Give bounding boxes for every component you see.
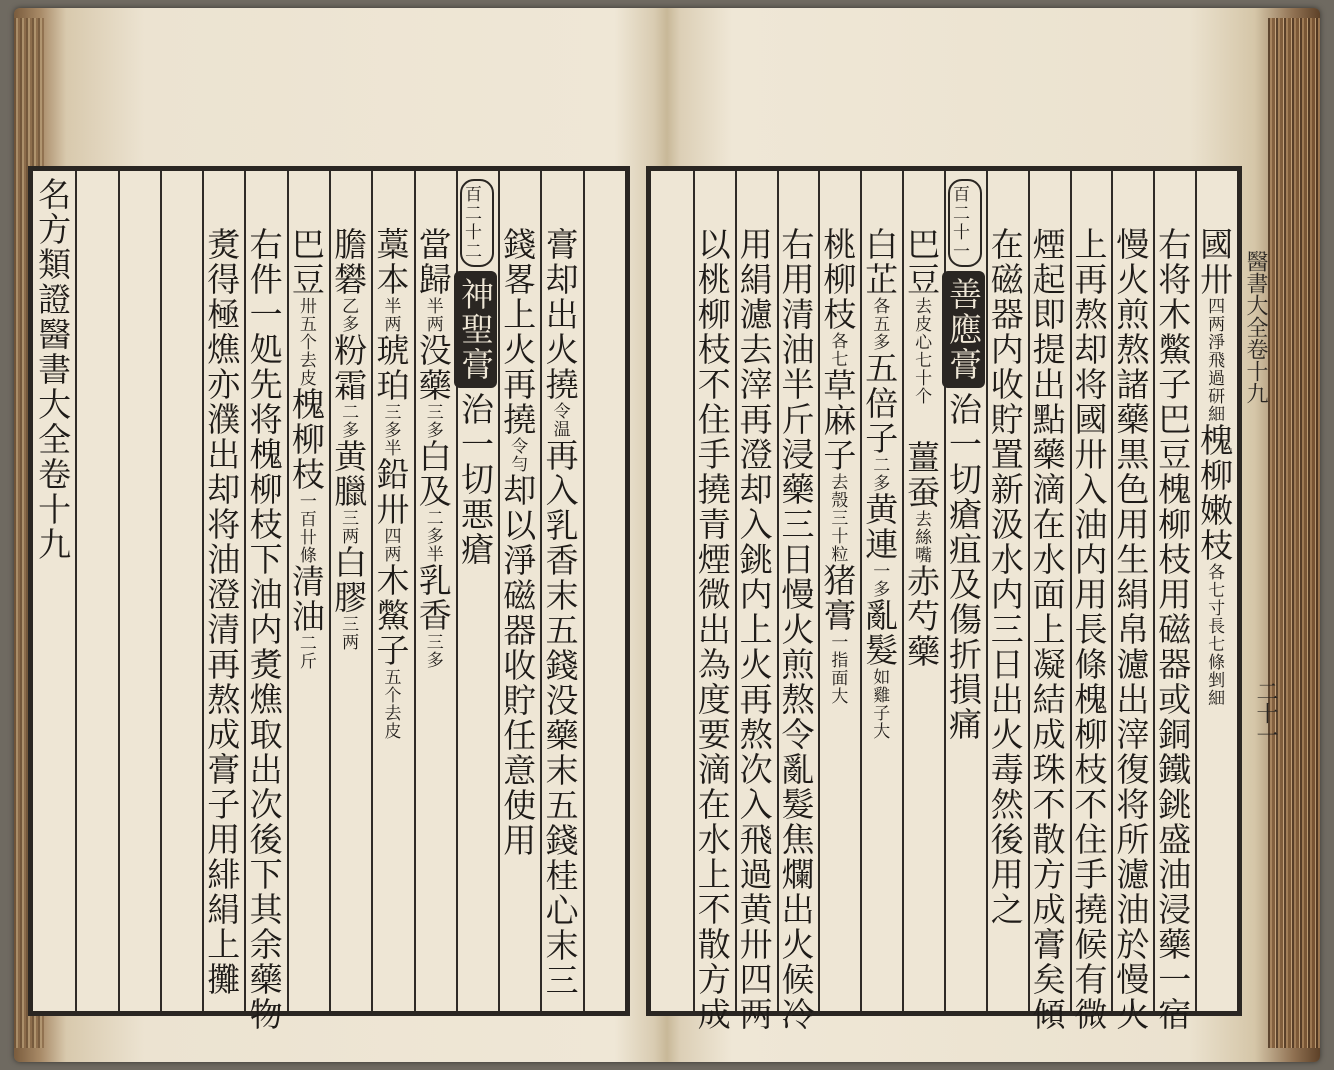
main-text: 清油	[286, 564, 326, 634]
main-text: 槐柳嫩枝	[1195, 423, 1235, 563]
main-text: 琥珀	[371, 333, 411, 403]
annotation-text: 半两	[422, 297, 443, 333]
main-text: 乳香	[413, 563, 453, 633]
main-text: 膽礬	[329, 227, 369, 297]
annotation-text: 二多	[338, 403, 359, 439]
annotation-text: 令勻	[507, 437, 528, 473]
main-text: 黄連	[860, 492, 900, 562]
annotation-text: 各七	[827, 332, 848, 368]
text-column	[456, 171, 498, 1011]
annotation-text: 乙多	[338, 297, 359, 333]
text-column	[692, 171, 735, 1032]
main-text: 膏却出火撓	[540, 227, 580, 402]
text-column	[287, 171, 329, 1011]
main-text: 右用清油半斤浸藥三日慢火煎熬令亂髮焦爛出火候冷	[776, 227, 816, 1032]
main-text: 槐柳枝	[286, 387, 326, 492]
annotation-text: 三	[422, 403, 443, 421]
annotation-text: 四两	[380, 527, 401, 563]
main-text: 上再熬却将國卅入油内用長條槐柳枝不住手撓候有微	[1069, 227, 1109, 1032]
text-column	[540, 171, 582, 1011]
annotation-text: 三两	[338, 615, 359, 651]
main-text: 亂髮	[860, 598, 900, 668]
fore-edge-title: 醫書大全卷十九	[1243, 250, 1268, 404]
annotation-text: 多	[422, 421, 443, 439]
text-column	[371, 171, 413, 1011]
main-text: 右将木鱉子巴豆槐柳枝用磁器或銅鐵銚盛油浸藥一宿	[1153, 227, 1193, 1032]
text-column	[902, 171, 944, 1011]
book-edge-right	[1268, 18, 1320, 1048]
annotation-text: 一指面大	[827, 633, 848, 705]
sheet-number: 二十一	[1253, 680, 1278, 746]
annotation-text: 去殼三十粒	[827, 473, 848, 563]
main-text: 用絹濾去滓再澄却入銚内上火再熬次入飛過黄卅四两	[734, 227, 774, 1032]
main-text: 煙起即提出點藥滴在水面上凝結成珠不散方成膏矣傾	[1027, 227, 1067, 1032]
main-text: 薑蚕	[902, 440, 942, 510]
text-column	[414, 171, 456, 1011]
prescription-title: 善應膏	[942, 271, 985, 388]
text-column	[202, 171, 244, 1011]
main-text: 在磁器内收貯置新汲水内三日出火毒然後用之	[985, 227, 1025, 927]
annotation-text: 五个去皮	[380, 668, 401, 740]
main-text: 當歸	[413, 227, 453, 297]
text-column	[818, 171, 860, 1011]
main-text: 却以淨磁器收貯任意使用	[498, 473, 538, 858]
main-text: 再入乳香末五錢没藥末五錢桂心末三	[540, 438, 580, 998]
main-text: 慢火煎熬諸藥黒色用生絹帛濾出滓復将所濾油於慢火	[1111, 227, 1151, 1032]
text-column	[944, 171, 986, 1011]
text-column	[498, 171, 540, 1011]
annotation-text: 一多	[869, 562, 890, 598]
annotation-text: 四两淨飛過研細	[1204, 297, 1225, 423]
text-column	[1027, 171, 1070, 1032]
annotation-text: 各五多	[869, 297, 890, 351]
main-text: 猪膏	[818, 563, 858, 633]
left-page-frame	[28, 166, 630, 1032]
text-column	[75, 171, 117, 1011]
text-column	[860, 171, 902, 1011]
annotation-text: 一百卄條	[295, 492, 316, 564]
main-text: 巴豆	[902, 227, 942, 297]
text-column	[118, 171, 160, 1011]
main-text: 藁本	[371, 227, 411, 297]
volume-title-column	[33, 171, 75, 1011]
text-column	[776, 171, 819, 1032]
text-column	[734, 171, 777, 1032]
prescription-number: 百二十二	[460, 179, 494, 267]
annotation-text: 卅五个去皮	[295, 297, 316, 387]
volume-title: 名方類證醫書大全卷十九	[33, 177, 73, 562]
main-text: 粉霜	[329, 333, 369, 403]
right-page-frame	[646, 166, 1242, 1032]
text-column	[1111, 171, 1153, 1032]
annotation-text: 令温	[549, 402, 570, 438]
main-text: 治一切瘡疽及傷折損痛	[943, 392, 983, 742]
annotation-text: 三多半	[380, 403, 401, 457]
center-fold-column	[651, 171, 693, 1011]
text-column	[1069, 171, 1112, 1032]
text-column	[160, 171, 202, 1011]
main-text: 右件一処先将槐柳枝下油内煑燋取出次後下其余藥物	[244, 227, 284, 1032]
text-column	[1195, 171, 1237, 1011]
annotation-text: 各七寸長七條剉細	[1204, 563, 1225, 707]
annotation-text: 去皮心七十个	[911, 297, 932, 405]
annotation-text: 三多	[422, 633, 443, 669]
annotation-text: 二多半	[422, 509, 443, 563]
main-text: 煑得極燋亦濮出却将油澄清再熬成膏子用緋絹上攤	[202, 227, 242, 997]
main-text: 治一切悪瘡	[456, 392, 496, 567]
main-text: 巴豆	[286, 227, 326, 297]
main-text: 國卅	[1195, 227, 1235, 297]
main-text: 桃柳枝	[818, 227, 858, 332]
annotation-text: 如雞子大	[869, 668, 890, 740]
main-text: 白及	[413, 439, 453, 509]
main-text: 鉛卅	[371, 457, 411, 527]
main-text: 五倍子	[860, 351, 900, 456]
main-text: 赤芍藥	[902, 564, 942, 669]
main-text: 錢畧上火再撓	[498, 227, 538, 437]
annotation-text: 去絲嘴	[911, 510, 932, 564]
main-text: 白芷	[860, 227, 900, 297]
main-text: 黄臘	[329, 439, 369, 509]
main-text: 木鱉子	[371, 563, 411, 668]
text-column	[244, 171, 286, 1032]
text-column	[1153, 171, 1195, 1032]
center-fold-column	[583, 171, 625, 1011]
main-text	[902, 405, 941, 440]
main-text: 白膠	[329, 545, 369, 615]
annotation-text: 三两	[338, 509, 359, 545]
prescription-title: 神聖膏	[454, 271, 497, 388]
prescription-number: 百二十一	[948, 179, 982, 267]
text-column	[986, 171, 1028, 1011]
main-text: 没藥	[413, 333, 453, 403]
annotation-text: 二多	[869, 456, 890, 492]
main-text: 以桃柳枝不住手撓青煙微出為度要滴在水上不散方成	[692, 227, 732, 1032]
text-column	[329, 171, 371, 1011]
annotation-text: 二斤	[295, 634, 316, 670]
main-text: 草麻子	[818, 368, 858, 473]
annotation-text: 半两	[380, 297, 401, 333]
